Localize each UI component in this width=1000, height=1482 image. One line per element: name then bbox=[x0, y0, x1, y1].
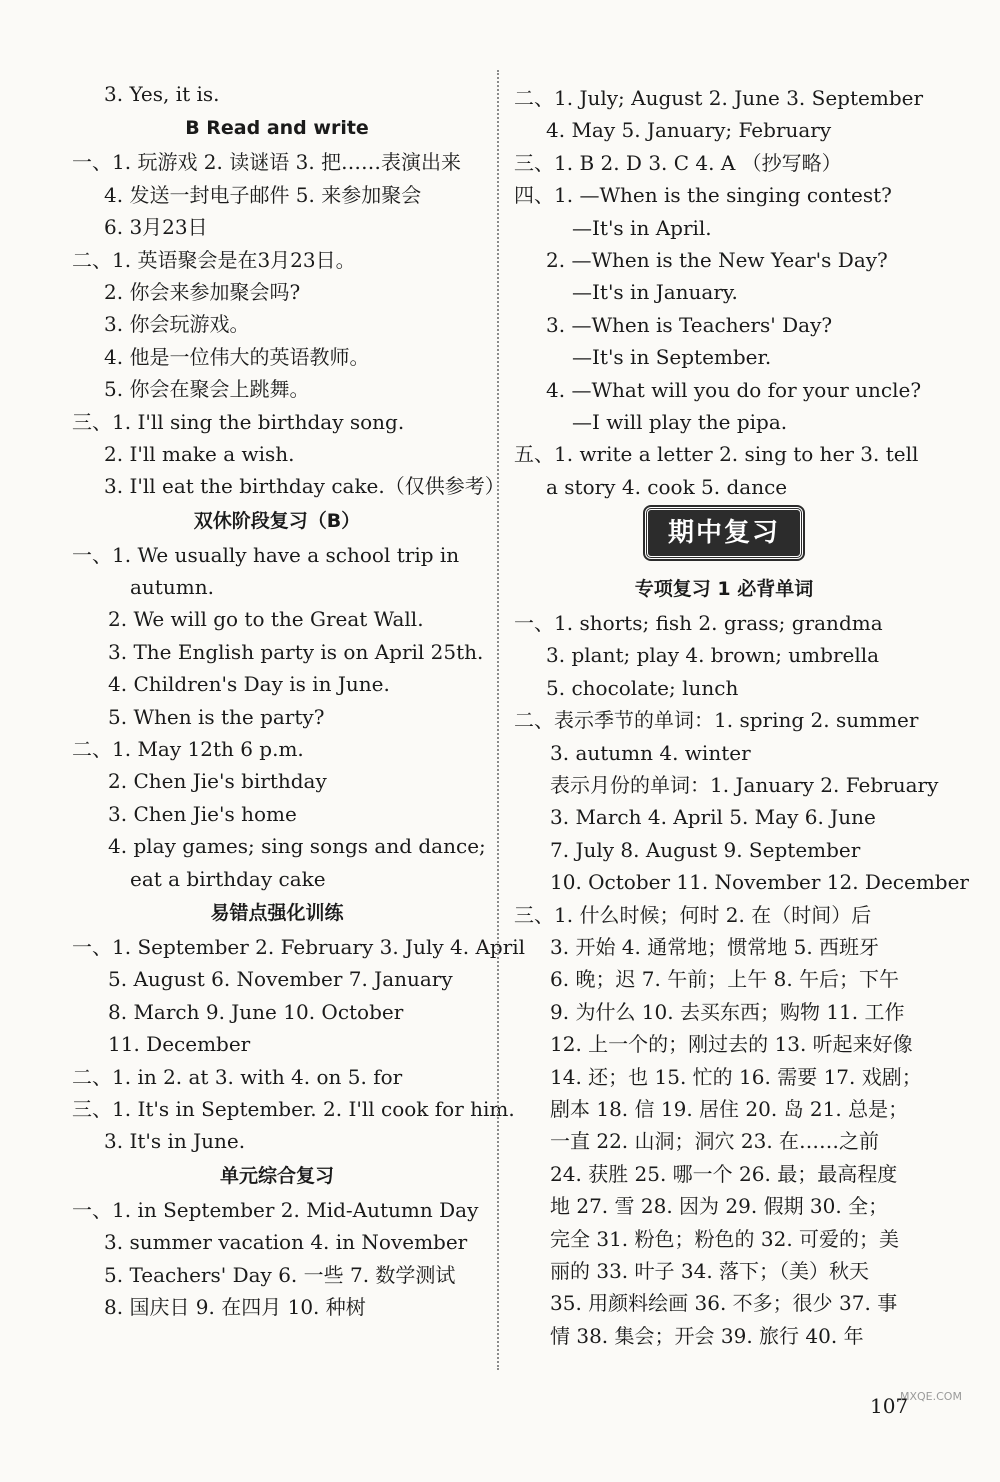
answer-line: eat a birthday cake bbox=[130, 866, 326, 891]
answer-line: 四、1. —When is the singing contest? bbox=[514, 183, 892, 208]
answer-line: 5. When is the party? bbox=[108, 704, 325, 729]
answer-line: 2. Chen Jie's birthday bbox=[108, 769, 327, 794]
answer-line: 3. It's in June. bbox=[104, 1129, 246, 1154]
answer-line: 7. July 8. August 9. September bbox=[550, 837, 861, 862]
answer-line: 3. March 4. April 5. May 6. June bbox=[550, 805, 876, 830]
answer-line: 3. 开始 4. 通常地；惯常地 5. 西班牙 bbox=[550, 934, 880, 959]
answer-line: 12. 上一个的；刚过去的 13. 听起来好像 bbox=[550, 1032, 913, 1057]
section-heading: 单元综合复习 bbox=[219, 1164, 334, 1187]
answer-line: 情 38. 集会；开会 39. 旅行 40. 年 bbox=[550, 1323, 864, 1348]
answer-line: 三、1. B 2. D 3. C 4. A （抄写略） bbox=[514, 150, 842, 175]
watermark: MXQE.COM bbox=[900, 1390, 962, 1403]
answer-line: 剧本 18. 信 19. 居住 20. 岛 21. 总是； bbox=[550, 1096, 909, 1121]
answer-line: 14. 还；也 15. 忙的 16. 需要 17. 戏剧； bbox=[550, 1064, 922, 1089]
answer-line: 5. August 6. November 7. January bbox=[108, 967, 453, 992]
answer-line: 3. 你会玩游戏。 bbox=[104, 312, 250, 337]
answer-line: 3. plant; play 4. brown; umbrella bbox=[546, 643, 880, 668]
answer-line: 8. March 9. June 10. October bbox=[108, 999, 404, 1024]
right-bottom-section bbox=[514, 571, 969, 1352]
answer-line: 丽的 33. 叶子 34. 落下；（美）秋天 bbox=[550, 1258, 870, 1283]
answer-line: 4. 他是一位伟大的英语教师。 bbox=[104, 344, 370, 369]
answer-line: a story 4. cook 5. dance bbox=[546, 474, 788, 499]
answer-line: 二、1. 英语聚会是在3月23日。 bbox=[72, 247, 356, 272]
answer-line: 24. 获胜 25. 哪一个 26. 最；最高程度 bbox=[550, 1161, 898, 1186]
answer-line: 4. 发送一封电子邮件 5. 来参加聚会 bbox=[104, 182, 422, 207]
answer-line: 二、1. July; August 2. June 3. September bbox=[514, 86, 924, 110]
answer-line: 4. —What will you do for your uncle? bbox=[546, 377, 922, 402]
section-heading: B Read and write bbox=[185, 117, 369, 140]
answer-line: 2. —When is the New Year's Day? bbox=[546, 247, 888, 272]
answer-line: 二、表示季节的单词：1. spring 2. summer bbox=[514, 708, 919, 733]
answer-line: —It's in September. bbox=[572, 345, 772, 370]
answer-line: 一、1. 玩游戏 2. 读谜语 3. 把……表演出来 bbox=[72, 150, 462, 175]
right-column bbox=[514, 82, 969, 1352]
answer-line: 三、1. I'll sing the birthday song. bbox=[72, 409, 405, 434]
answer-line: 一、1. in September 2. Mid-Autumn Day bbox=[72, 1197, 479, 1222]
answer-line: 表示月份的单词：1. January 2. February bbox=[550, 773, 939, 798]
column-divider bbox=[497, 70, 499, 1370]
answer-line: 二、1. May 12th 6 p.m. bbox=[72, 737, 304, 762]
right-top-section bbox=[514, 82, 934, 503]
answer-line: 3. autumn 4. winter bbox=[550, 740, 751, 765]
answer-line: 3. summer vacation 4. in November bbox=[104, 1230, 468, 1255]
answer-line: 3. Chen Jie's home bbox=[108, 801, 297, 826]
answer-line: 三、1. 什么时候；何时 2. 在（时间）后 bbox=[514, 902, 872, 927]
answer-line: 4. Children's Day is in June. bbox=[108, 672, 390, 697]
section-heading: 易错点强化训练 bbox=[210, 901, 344, 924]
answer-line: 2. I'll make a wish. bbox=[104, 441, 295, 466]
answer-line: 五、1. write a letter 2. sing to her 3. tell bbox=[514, 442, 919, 467]
answer-line: 3. —When is Teachers' Day? bbox=[546, 312, 833, 337]
answer-line: 4. play games; sing songs and dance; bbox=[108, 834, 486, 859]
answer-line: 一、1. September 2. February 3. July 4. April bbox=[72, 934, 526, 959]
answer-line: 4. May 5. January; February bbox=[546, 118, 832, 143]
answer-line: 三、1. It's in September. 2. I'll cook for him. bbox=[72, 1096, 515, 1121]
answer-line: 5. Teachers' Day 6. 一些 7. 数学测试 bbox=[104, 1262, 456, 1287]
answer-line: —It's in January. bbox=[572, 280, 738, 305]
answer-line: 一、1. We usually have a school trip in bbox=[72, 542, 460, 567]
answer-line: 35. 用颜料绘画 36. 不多；很少 37. 事 bbox=[550, 1291, 898, 1316]
section-heading: 双休阶段复习（B） bbox=[193, 509, 361, 532]
answer-line: 二、1. in 2. at 3. with 4. on 5. for bbox=[72, 1064, 403, 1089]
answer-line: 2. We will go to the Great Wall. bbox=[108, 607, 424, 632]
midterm-review-title: 期中复习 bbox=[645, 507, 803, 559]
answer-line: 6. 晚；迟 7. 午前；上午 8. 午后；下午 bbox=[550, 967, 900, 992]
midterm-banner bbox=[514, 503, 934, 571]
answer-line: —It's in April. bbox=[572, 215, 712, 240]
answer-line: 3. The English party is on April 25th. bbox=[108, 639, 484, 664]
left-column bbox=[72, 78, 526, 1323]
section-heading: 专项复习 1 必背单词 bbox=[634, 578, 814, 601]
answer-line: 6. 3月23日 bbox=[104, 215, 208, 240]
answer-line: 一、1. shorts; fish 2. grass; grandma bbox=[514, 611, 883, 636]
answer-line: —I will play the pipa. bbox=[572, 409, 788, 434]
answer-line: 9. 为什么 10. 去买东西；购物 11. 工作 bbox=[550, 999, 905, 1024]
answer-line: 5. chocolate; lunch bbox=[546, 675, 739, 700]
answer-line: 5. 你会在聚会上跳舞。 bbox=[104, 377, 310, 402]
answer-line: 3. Yes, it is. bbox=[104, 82, 220, 106]
answer-line: 地 27. 雪 28. 因为 29. 假期 30. 全； bbox=[550, 1194, 889, 1219]
answer-line: 10. October 11. November 12. December bbox=[550, 870, 969, 895]
answer-line: 11. December bbox=[108, 1032, 251, 1057]
answer-line: 完全 31. 粉色；粉色的 32. 可爱的；美 bbox=[550, 1226, 900, 1251]
answer-line: 2. 你会来参加聚会吗? bbox=[104, 279, 301, 304]
answer-line: 一直 22. 山洞；洞穴 23. 在……之前 bbox=[550, 1129, 880, 1154]
answer-line: 3. I'll eat the birthday cake.（仅供参考） bbox=[104, 474, 505, 499]
answer-line: 8. 国庆日 9. 在四月 10. 种树 bbox=[104, 1294, 366, 1319]
page-number: 107 bbox=[870, 1394, 909, 1418]
answer-line: autumn. bbox=[130, 575, 214, 600]
